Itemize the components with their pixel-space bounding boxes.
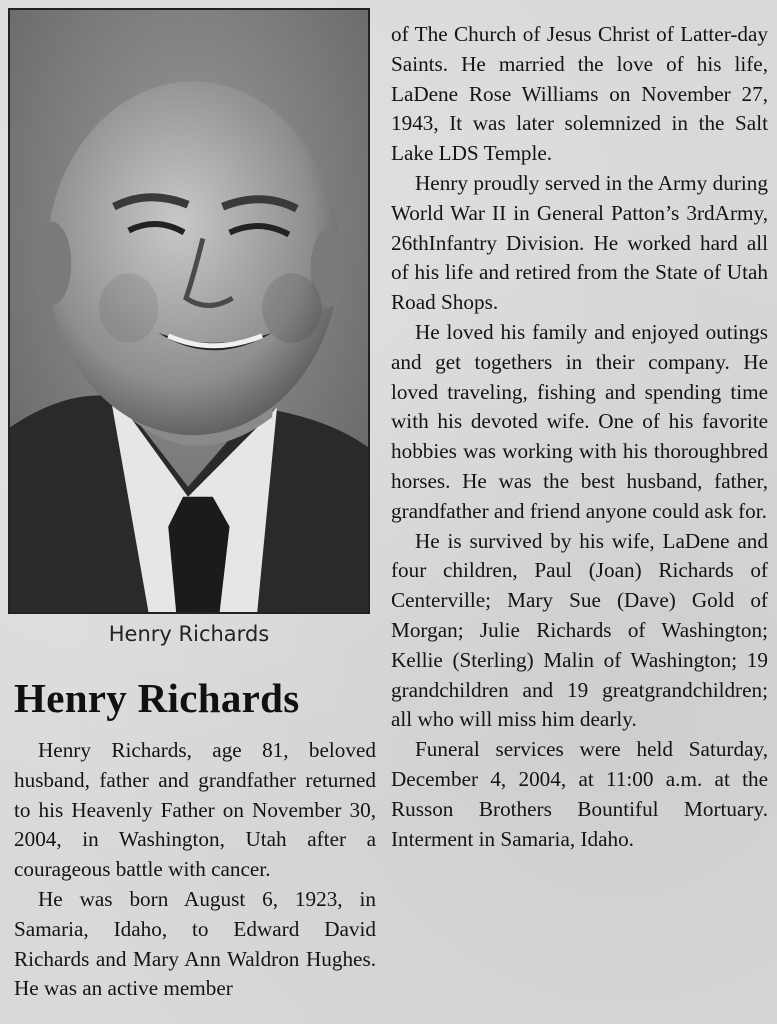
paragraph: He was born August 6, 1923, in Samaria, Idaho, to Edward David Richards and Mary Ann Waldron Hughes. He was an active member	[14, 886, 376, 1001]
portrait-photo	[8, 8, 370, 614]
paragraph: of The Church of Jesus Christ of Latter-day Saints. He married the love of his life, LaDene Rose Williams on November 27, 1943, It was later solemnized in the Salt Lake LDS Temple.	[391, 22, 768, 166]
portrait-image	[10, 10, 368, 612]
left-column	[14, 736, 376, 1004]
right-column	[391, 20, 768, 854]
paragraph: Henry Richards, age 81, beloved husband, father and grandfather returned to his Heavenly Father on November 30, 2004, in Washington, Utah after a courageous battle with cancer.	[14, 738, 376, 882]
paragraph: Funeral services were held Saturday, December 4, 2004, at 11:00 a.m. at the Russon Brothers Bountiful Mortuary. Interment in Samaria, Idaho.	[391, 737, 768, 851]
obituary-headline: Henry Richards	[14, 675, 300, 721]
photo-caption: Henry Richards	[108, 622, 270, 646]
paragraph: He is survived by his wife, LaDene and four children, Paul (Joan) Richards of Centerville; Mary Sue (Dave) Gold of Morgan; Julie Richards of Washington; Kellie (Sterling) Malin of Washington; 19 grandchildren and 19 greatgrandchildren; all who will miss him dearly.	[391, 528, 768, 732]
paragraph: He loved his family and enjoyed outings and get togethers in their company. He loved traveling, fishing and spending time with his devoted wife. One of his favorite hobbies was working with his thoroughbred horses. He was the best husband, father, grandfather and friend anyone could ask for.	[391, 319, 768, 523]
paragraph: Henry proudly served in the Army during World War II in General Patton’s 3rdArmy, 26thInfantry Division. He worked hard all of his life and retired from the State of Utah Road Shops.	[391, 170, 768, 315]
